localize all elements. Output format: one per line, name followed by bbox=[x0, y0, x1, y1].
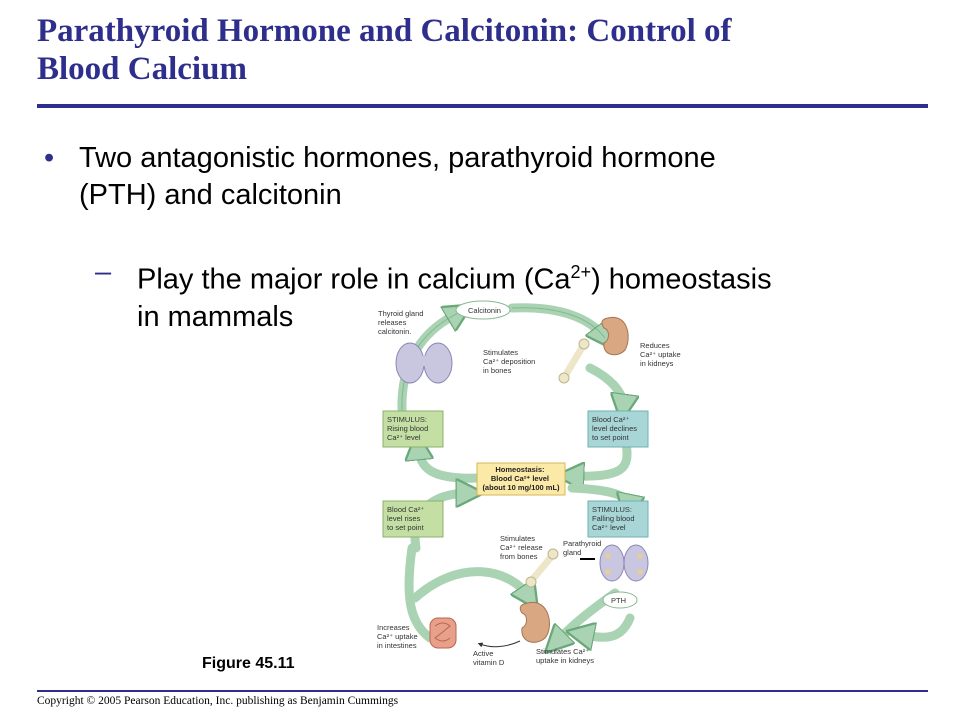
stimulus-rising-label: STIMULUS: Rising blood Ca²⁺ level bbox=[387, 415, 429, 442]
parathyroid-label: Parathyroid gland bbox=[563, 539, 602, 557]
parathyroid-gland-icon bbox=[600, 545, 648, 581]
thyroid-label: Thyroid gland releases calcitonin. bbox=[378, 309, 424, 336]
bullet-1-line-1: Two antagonistic hormones, parathyroid hormone bbox=[79, 142, 716, 174]
blood-declines-label: Blood Ca²⁺ level declines to set point bbox=[592, 415, 638, 442]
copyright-notice: Copyright © 2005 Pearson Education, Inc. publishing as Benjamin Cummings bbox=[37, 695, 399, 707]
vitamin-d-arrow bbox=[480, 641, 520, 647]
reduces-label: Reduces Ca²⁺ uptake in kidneys bbox=[640, 341, 681, 368]
title-divider bbox=[37, 104, 928, 108]
calcium-homeostasis-diagram bbox=[340, 298, 720, 688]
blood-rises-label: Blood Ca²⁺ level rises to set point bbox=[387, 505, 425, 532]
vitamin-label: Active vitamin D bbox=[473, 649, 505, 667]
bullet-1-line-2: (PTH) and calcitonin bbox=[79, 179, 342, 211]
release-label: Stimulates Ca²⁺ release from bones bbox=[500, 534, 543, 561]
bone-icon bbox=[559, 339, 589, 383]
title-line-2: Blood Calcium bbox=[37, 51, 247, 87]
stimulus-falling-label: STIMULUS: Falling blood Ca²⁺ level bbox=[592, 505, 635, 532]
intestines-icon bbox=[430, 618, 456, 648]
bullet-2-sup: 2+ bbox=[570, 262, 592, 282]
homeostasis-label: Homeostasis: Blood Ca²⁺ level (about 10 mg/100 mL) bbox=[482, 465, 560, 492]
intestines-label: Increases Ca²⁺ uptake in intestines bbox=[377, 623, 418, 650]
kidney-uptake-label: Stimulates Ca²⁺ uptake in kidneys bbox=[536, 647, 594, 665]
bullet-2-line-1 bbox=[137, 254, 917, 299]
bullet-2-pre: Play the major role in calcium (Ca bbox=[137, 263, 571, 296]
pth-label: PTH bbox=[611, 596, 626, 605]
bullet-2-post: ) homeostasis bbox=[591, 263, 772, 296]
deposition-label: Stimulates Ca²⁺ deposition in bones bbox=[483, 348, 536, 375]
kidney-icon-lower bbox=[520, 602, 549, 642]
footer-divider bbox=[37, 690, 928, 692]
thyroid-gland-icon bbox=[396, 343, 452, 383]
bullet-dot: • bbox=[44, 142, 55, 174]
title-line-1: Parathyroid Hormone and Calcitonin: Control of bbox=[37, 13, 732, 49]
bullet-dash: – bbox=[95, 256, 112, 288]
bullet-2-line-2: in mammals bbox=[137, 300, 294, 333]
figure-caption: Figure 45.11 bbox=[202, 655, 295, 672]
slide-title bbox=[37, 12, 937, 88]
calcitonin-label: Calcitonin bbox=[468, 306, 501, 315]
